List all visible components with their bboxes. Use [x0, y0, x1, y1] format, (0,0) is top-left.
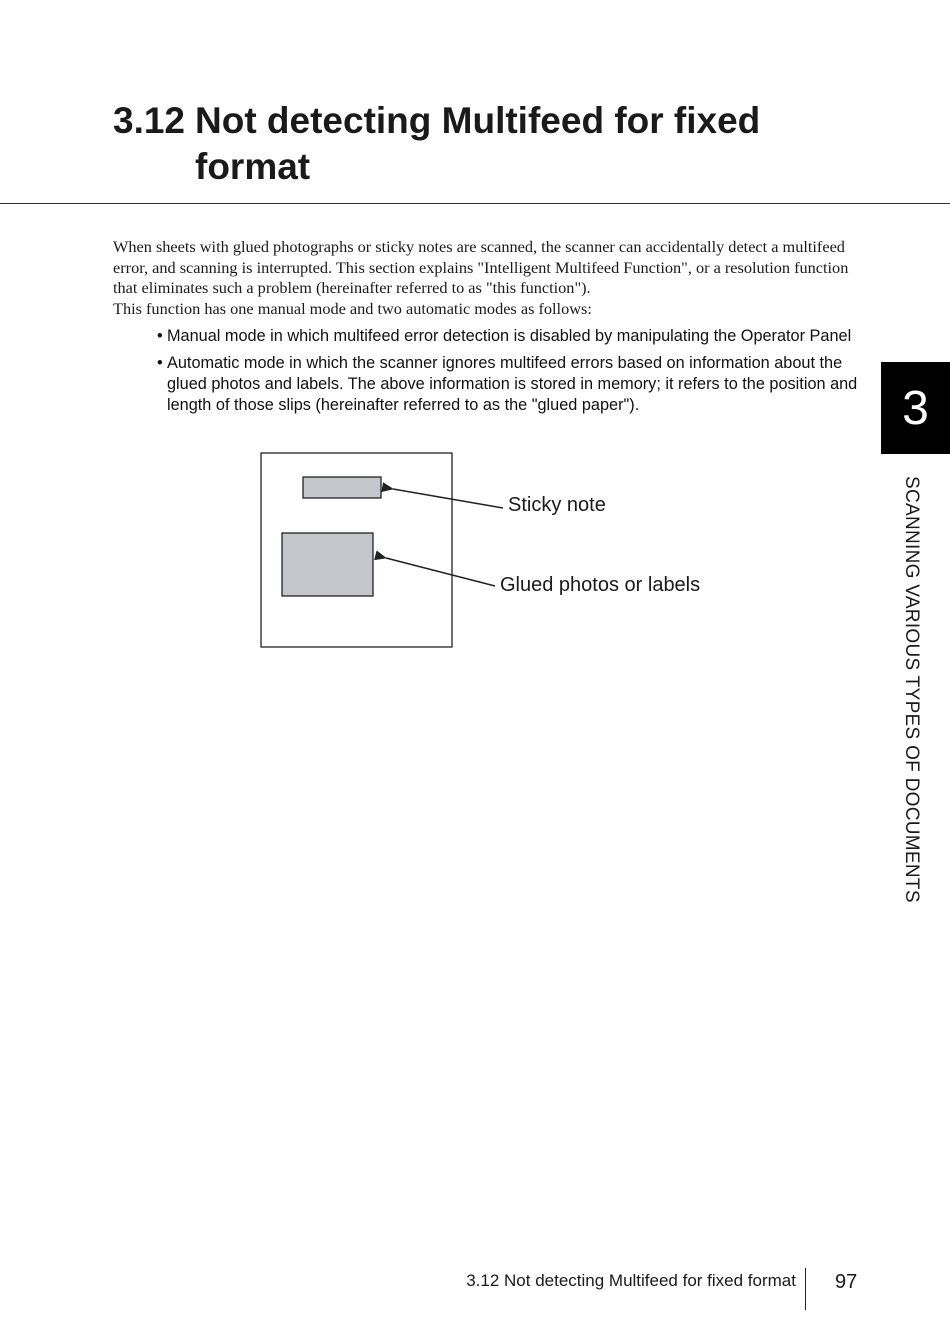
footer-section-title: 3.12 Not detecting Multifeed for fixed format — [466, 1271, 796, 1290]
bullet-dot: • — [157, 354, 163, 372]
section-number: 3.12 — [113, 100, 186, 141]
sticky-note-shape — [303, 477, 381, 498]
glued-photo-shape — [282, 533, 373, 596]
chapter-tab — [881, 362, 950, 454]
list-item-text: Automatic mode in which the scanner ignores multifeed errors based on information about the glued photos and labels. The above information is stored in memory; it refers to the position and length of those slips (hereinafter referred to as the "glued paper"). — [167, 354, 858, 414]
sticky-note-label: Sticky note — [508, 494, 606, 516]
glued-paper-figure — [255, 448, 735, 654]
intro-paragraph-2: This function has one manual mode and two automatic modes as follows: — [113, 299, 592, 319]
section-title: Not detecting Multifeed for fixed format — [195, 100, 761, 187]
list-item-text: Manual mode in which multifeed error detection is disabled by manipulating the Operator Panel — [167, 327, 852, 345]
glued-photos-label: Glued photos or labels — [500, 574, 701, 596]
chapter-number: 3 — [902, 381, 929, 435]
page-number: 97 — [835, 1271, 858, 1293]
list-item — [157, 353, 862, 416]
list-item — [157, 326, 862, 347]
figure-drawing — [255, 448, 735, 654]
intro-paragraph-1: When sheets with glued photographs or sticky notes are scanned, the scanner can accidentally detect a multifeed error, and scanning is interrupted. This section explains "Intelligent Multifeed Function", or a resolution function that eliminates such a problem (hereinafter referred to as "this function"). — [113, 237, 849, 298]
footer-divider — [805, 1268, 806, 1310]
heading-divider — [0, 203, 950, 204]
mode-list — [157, 326, 862, 422]
chapter-side-title: SCANNING VARIOUS TYPES OF DOCUMENTS — [901, 476, 922, 903]
bullet-dot: • — [157, 327, 163, 345]
intro-text — [113, 237, 853, 320]
